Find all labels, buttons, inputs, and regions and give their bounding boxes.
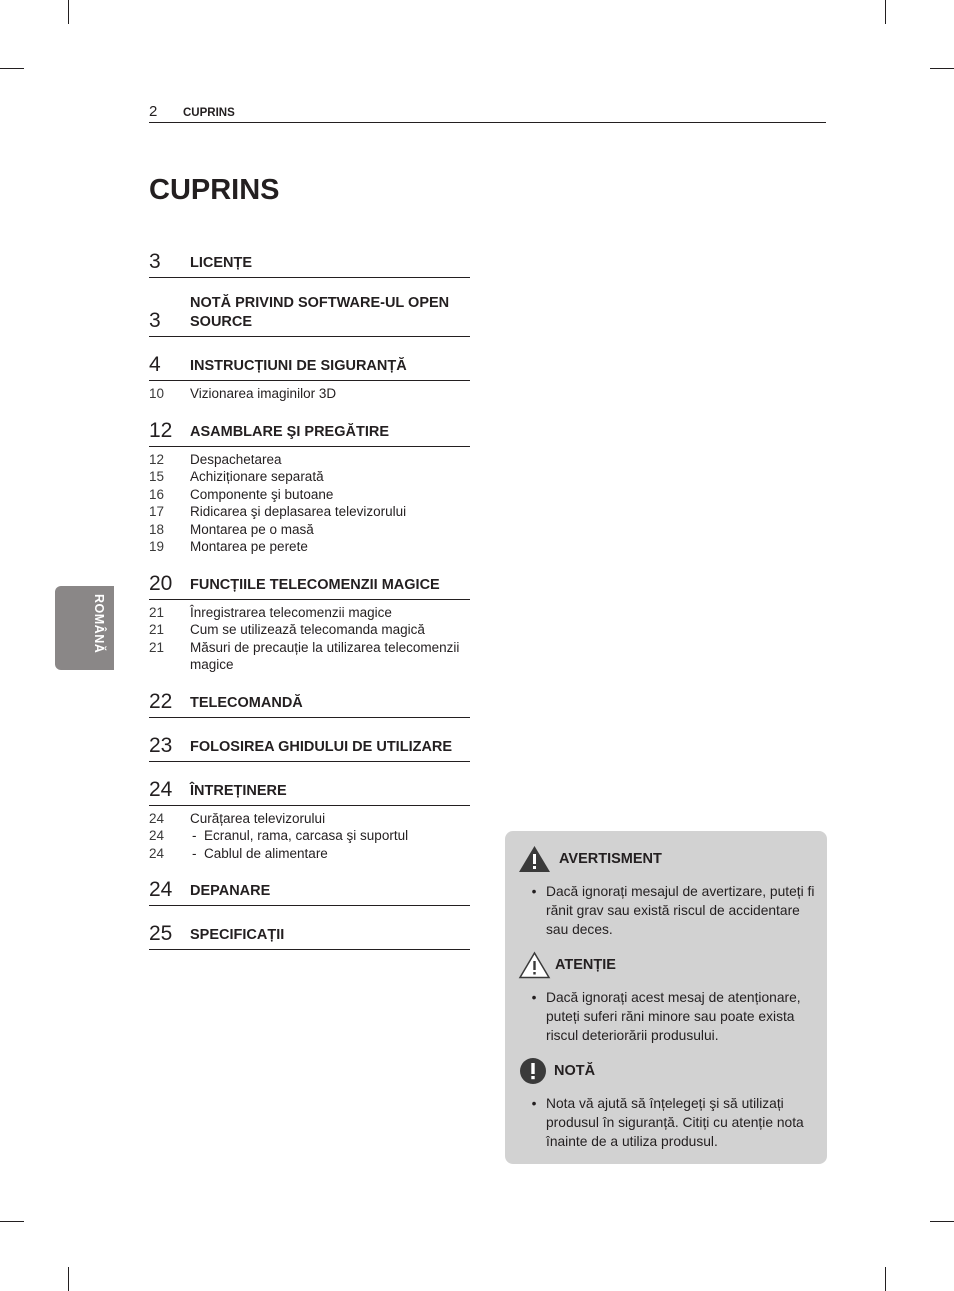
note-text: Nota vă ajută să înțelegeți şi să utilizați produsul în siguranță. Citiți cu atenție nota înainte de a utiliza produsul. (546, 1096, 804, 1150)
toc-entry-label: Montarea pe perete (190, 539, 308, 554)
toc-entry-label: - Ecranul, rama, carcasa şi suportul (190, 827, 470, 845)
toc-entry (149, 486, 470, 504)
toc-section-title: NOTĂ PRIVIND SOFTWARE-UL OPEN SOURCE (190, 295, 450, 330)
page-title: CUPRINS (149, 174, 280, 206)
caution-icon (518, 951, 551, 979)
toc-entry (149, 538, 470, 556)
toc-entry (149, 827, 470, 845)
toc-entry-label: Ridicarea şi deplasarea televizorului (190, 504, 407, 519)
toc-section-heading (149, 353, 470, 381)
toc-section (149, 922, 470, 950)
toc-entry-page-number: 24 (149, 828, 165, 843)
toc-section-page-number: 12 (149, 418, 173, 442)
toc-entry-page-number: 21 (149, 639, 165, 655)
toc-section (149, 878, 470, 906)
caution-notice (518, 951, 818, 1046)
toc-section-heading (149, 878, 470, 906)
toc-section (149, 250, 470, 278)
toc-section-title: LICENȚE (190, 255, 253, 271)
toc-section-heading (149, 572, 470, 600)
toc-entry-page-number: 24 (149, 810, 165, 826)
toc-entry-page-number: 10 (149, 386, 165, 401)
toc-entry-page-number: 18 (149, 521, 165, 537)
safety-notice-box (505, 831, 827, 1164)
toc-entry-page-number: 19 (149, 539, 165, 554)
toc-section-page-number: 25 (149, 922, 173, 945)
toc-section (149, 778, 470, 863)
caution-title: ATENȚIE (555, 957, 616, 973)
toc-section-heading (149, 419, 470, 447)
toc-section-title: ÎNTREȚINERE (190, 782, 287, 799)
toc-section-heading (149, 294, 470, 337)
toc-section-heading (149, 690, 470, 718)
toc-section-page-number: 20 (149, 571, 173, 595)
warning-icon (518, 845, 551, 873)
toc-entry (149, 451, 470, 469)
toc-entry-page-number: 16 (149, 486, 165, 502)
toc-section-page-number: 4 (149, 353, 161, 376)
toc-entry-label: Cum se utilizează telecomanda magică (190, 622, 425, 637)
note-title: NOTĂ (554, 1063, 596, 1079)
note-icon (518, 1057, 548, 1085)
toc-section-heading (149, 778, 470, 806)
language-tab-label: ROMÂNĂ (92, 594, 106, 654)
toc-entry-label: Despachetarea (190, 451, 282, 467)
bullet-dot: • (531, 990, 537, 1005)
toc-section-title: DEPANARE (190, 883, 271, 899)
table-of-contents (149, 250, 470, 966)
toc-entry-label: Măsuri de precauție la utilizarea telecomenzii magice (190, 639, 460, 672)
toc-section-page-number: 24 (149, 878, 173, 901)
toc-entry (149, 385, 470, 403)
crop-mark (0, 1221, 24, 1222)
toc-entry-label: Curățarea televizorului (190, 810, 326, 826)
toc-entry (149, 503, 470, 521)
crop-mark (930, 1221, 954, 1222)
warning-text: Dacă ignorați mesajul de avertizare, puteți fi rănit grav sau există riscul de accidentare sau deces. (546, 884, 815, 938)
toc-section (149, 294, 470, 337)
toc-section-title: SPECIFICAȚII (190, 927, 285, 943)
warning-title: AVERTISMENT (559, 851, 662, 867)
toc-entry-page-number: 24 (149, 845, 165, 861)
toc-entry-page-number: 17 (149, 504, 165, 519)
toc-entry (149, 604, 470, 622)
note-notice (518, 1057, 818, 1152)
toc-entry (149, 621, 470, 639)
crop-mark (68, 1267, 69, 1291)
toc-section (149, 419, 470, 556)
toc-section (149, 353, 470, 403)
crop-mark (0, 68, 24, 69)
toc-section-page-number: 3 (149, 250, 161, 273)
page-number: 2 (149, 103, 158, 120)
toc-section-page-number: 24 (149, 777, 173, 801)
bullet-dot: • (531, 884, 537, 899)
caution-text: Dacă ignorați acest mesaj de atenționare, puteți suferi răni minore sau poate exista riscul deteriorării produsului. (546, 990, 801, 1044)
toc-entry (149, 468, 470, 486)
toc-section (149, 734, 470, 762)
toc-entry-label: Montarea pe o masă (190, 521, 314, 537)
crop-mark (885, 0, 886, 24)
toc-entry-label: - Cablul de alimentare (190, 845, 470, 863)
toc-entry-label: Componente şi butoane (190, 486, 334, 502)
toc-section (149, 690, 470, 718)
toc-entry-page-number: 15 (149, 469, 165, 484)
toc-section (149, 572, 470, 674)
warning-notice (518, 845, 818, 940)
toc-section-title: INSTRUCȚIUNI DE SIGURANȚĂ (190, 358, 407, 374)
toc-entry-label: Înregistrarea telecomenzii magice (190, 604, 392, 620)
toc-entry (149, 639, 470, 674)
toc-entry-label: Achiziționare separată (190, 469, 324, 484)
toc-entry (149, 521, 470, 539)
header-section-title: CUPRINS (183, 107, 235, 119)
toc-section-heading (149, 250, 470, 278)
crop-mark (68, 0, 69, 24)
toc-section-heading (149, 922, 470, 950)
toc-section-page-number: 3 (149, 309, 161, 332)
toc-section-title: TELECOMANDĂ (190, 694, 303, 711)
toc-section-heading (149, 734, 470, 762)
toc-section-title: ASAMBLARE ŞI PREGĂTIRE (190, 423, 389, 440)
bullet-dot: • (531, 1096, 537, 1111)
toc-section-page-number: 22 (149, 689, 173, 713)
toc-entry (149, 810, 470, 828)
toc-section-page-number: 23 (149, 733, 173, 757)
crop-mark (885, 1267, 886, 1291)
page-header (149, 103, 826, 123)
toc-entry (149, 845, 470, 863)
crop-mark (930, 68, 954, 69)
toc-entry-page-number: 21 (149, 622, 165, 637)
toc-entry-label: Vizionarea imaginilor 3D (190, 386, 337, 401)
toc-entry-page-number: 12 (149, 451, 165, 467)
toc-section-title: FOLOSIREA GHIDULUI DE UTILIZARE (190, 738, 453, 755)
toc-entry-page-number: 21 (149, 604, 165, 620)
toc-section-title: FUNCȚIILE TELECOMENZII MAGICE (190, 576, 440, 593)
